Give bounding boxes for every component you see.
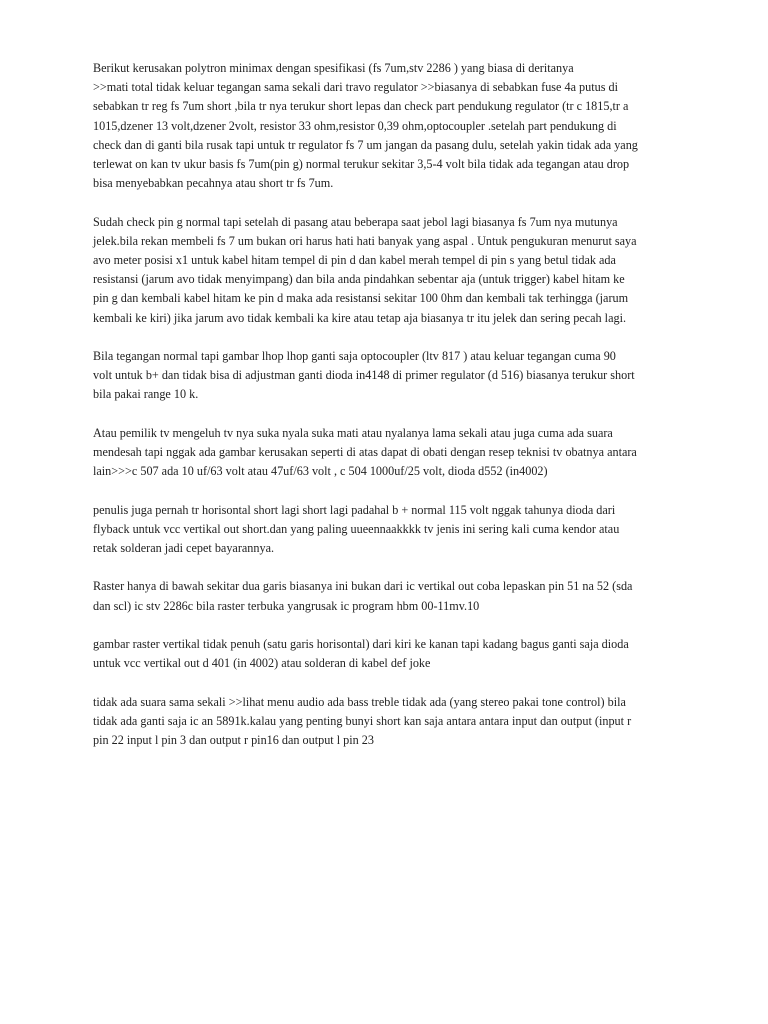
text-line: lain>>>c 507 ada 10 uf/63 volt atau 47uf/63 volt , c 504 1000uf/25 volt, dioda d552 (in4002) xyxy=(93,464,548,479)
text-line: >>mati total tidak keluar tegangan sama sekali dari travo regulator >>biasanya di sebabkan fuse 4a putus di xyxy=(93,80,618,95)
text-line: untuk vcc vertikal out d 401 (in 4002) atau solderan di kabel def joke xyxy=(93,656,431,671)
text-line: bisa menyebabkan pecahnya atau short tr fs 7um. xyxy=(93,176,334,191)
text-line: mendesah tapi nggak ada gambar kerusakan seperti di atas dapat di obati dengan resep teknisi tv obatnya antara xyxy=(93,445,637,460)
text-line: volt untuk b+ dan tidak bisa di adjustman ganti dioda in4148 di primer regulator (d 516) biasanya terukur short xyxy=(93,368,635,383)
text-line: pin g dan kembali kabel hitam ke pin d maka ada resistansi sekitar 100 0hm dan kembali tak terhingga (jarum xyxy=(93,291,629,306)
text-line: resistansi (jarum avo tidak menyimpang) dan bila anda pindahkan sebentar aja (untuk trigger) kabel hitam ke xyxy=(93,272,625,287)
text-line: penulis juga pernah tr horisontal short lagi short lagi padahal b + normal 115 volt nggak tahunya dioda dari xyxy=(93,502,616,517)
text-line: Berikut kerusakan polytron minimax dengan spesifikasi (fs 7um,stv 2286 ) yang biasa di deritanya xyxy=(93,61,574,75)
text-line: bila pakai range 10 k. xyxy=(93,387,199,402)
text-line: sebabkan tr reg fs 7um short ,bila tr nya terukur short lepas dan check part pendukung regulator (tr c 1815,tr a xyxy=(93,99,629,114)
text-line: Atau pemilik tv mengeluh tv nya suka nyala suka mati atau nyalanya lama sekali atau juga cuma ada suara xyxy=(93,425,613,440)
paragraph-5 xyxy=(93,501,680,559)
paragraph-4 xyxy=(93,424,680,482)
paragraph-7 xyxy=(93,635,680,673)
paragraph-6 xyxy=(93,577,680,615)
text-line: jelek.bila rekan membeli fs 7 um bukan ori harus hati hati banyak yang aspal . Untuk pengukuran menurut saya xyxy=(93,233,637,248)
paragraph-3 xyxy=(93,347,680,405)
text-line: terlewat on kan tv ukur basis fs 7um(pin g) normal terukur sekitar 3,5-4 volt bila tidak ada tegangan atau drop xyxy=(93,157,630,172)
text-line: Sudah check pin g normal tapi setelah di pasang atau beberapa saat jebol lagi biasanya fs 7um nya mutunya xyxy=(93,214,618,229)
paragraph-8 xyxy=(93,693,680,751)
text-line: avo meter posisi x1 untuk kabel hitam tempel di pin d dan kabel merah tempel di pin s yang betul tidak ada xyxy=(93,253,616,268)
text-line: 1015,dzener 13 volt,dzener 2volt, resistor 33 ohm,resistor 0,39 ohm,optocoupler .setelah part pendukung di xyxy=(93,118,617,133)
text-line: tidak ada ganti saja ic an 5891k.kalau yang penting bunyi short kan saja antara antara input dan output (input r xyxy=(93,713,632,728)
text-line: pin 22 input l pin 3 dan output r pin16 dan output l pin 23 xyxy=(93,733,374,747)
text-line: Bila tegangan normal tapi gambar lhop lhop ganti saja optocoupler (ltv 817 ) atau keluar tegangan cuma 90 xyxy=(93,349,616,364)
text-line: check dan di ganti bila rusak tapi untuk tr regulator fs 7 um jangan da pasang dulu, setelah yakin tidak ada yang xyxy=(93,137,638,152)
text-line: retak solderan jadi cepet bayarannya. xyxy=(93,541,275,556)
text-line: flyback untuk vcc vertikal out short.dan yang paling uueennaakkkk tv jenis ini sering kali cuma kendor atau xyxy=(93,521,620,536)
text-line: Raster hanya di bawah sekitar dua garis biasanya ini bukan dari ic vertikal out coba lepaskan pin 51 na 52 (sda xyxy=(93,579,633,594)
text-line: tidak ada suara sama sekali >>lihat menu audio ada bass treble tidak ada (yang stereo pakai tone control) bila xyxy=(93,694,626,709)
text-line: dan scl) ic stv 2286c bila raster terbuka yangrusak ic program hbm 00-11mv.10 xyxy=(93,598,480,613)
text-line: gambar raster vertikal tidak penuh (satu garis horisontal) dari kiri ke kanan tapi kadang bagus ganti saja dioda xyxy=(93,637,629,651)
text-line: kembali ke kiri) jika jarum avo tidak kembali ka kire atau tetap aja biasanya tr itu jelek dan sering pecah lagi. xyxy=(93,310,627,325)
paragraph-1 xyxy=(93,59,680,193)
paragraph-2 xyxy=(93,213,680,328)
